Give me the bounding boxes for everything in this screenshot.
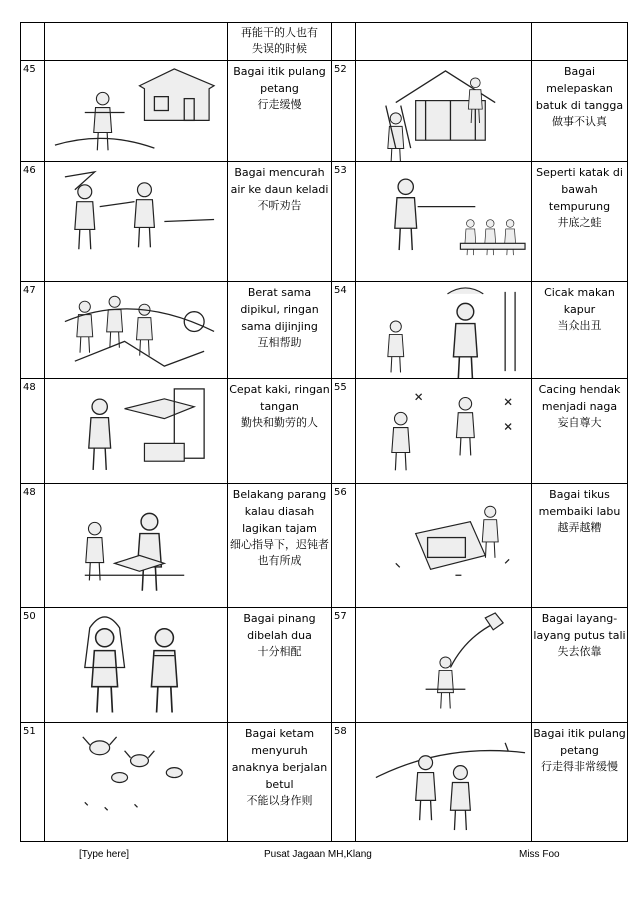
proverb-chinese: 十分相配	[257, 645, 302, 658]
proverb-cell	[228, 379, 332, 484]
item-number: 55	[332, 379, 356, 484]
proverb-malay: Cacing hendak menjadi naga	[538, 383, 621, 413]
proverb-chinese: 不能以身作则	[246, 794, 313, 807]
scolding-scene-image	[45, 162, 227, 281]
proverb-chinese: 细心指导下，迟钝者也有所成	[230, 538, 329, 567]
proverb-cell	[532, 61, 628, 162]
item-number: 57	[332, 608, 356, 723]
crabs-scene-image	[45, 723, 227, 841]
proverb-row	[21, 282, 628, 379]
proverb-cell	[228, 608, 332, 723]
teamwork-scene-image	[45, 282, 227, 378]
item-number: 58	[332, 723, 356, 842]
proverb-cell	[228, 484, 332, 608]
footer-center: Pusat Jagaan MH,Klang	[264, 849, 372, 860]
teacher-class-scene-illustration	[356, 162, 532, 282]
embarrassed-man-scene-illustration	[356, 282, 532, 379]
footer-left: [Type here]	[79, 849, 130, 860]
header-row	[21, 23, 628, 61]
teacher-class-scene-image	[356, 162, 531, 281]
proverb-chinese: 越弄越糟	[557, 521, 602, 534]
item-number: 52	[332, 61, 356, 162]
kite-boy-scene-illustration	[356, 608, 532, 723]
wedding-couple-scene-image	[45, 608, 227, 722]
proverb-malay: Bagai melepaskan batuk di tangga	[535, 65, 624, 112]
proverb-chinese: 做事不认真	[552, 115, 607, 128]
proverb-malay: Bagai pinang dibelah dua	[243, 612, 316, 642]
item-number: 54	[332, 282, 356, 379]
proverb-cell	[532, 608, 628, 723]
item-number: 50	[21, 608, 45, 723]
item-number: 46	[21, 162, 45, 282]
header-text	[228, 23, 332, 61]
proverb-chinese: 不听劝告	[257, 199, 302, 212]
proverb-malay: Bagai ketam menyuruh anaknya berjalan betul	[231, 727, 328, 791]
footer-right: Miss Foo	[519, 849, 560, 860]
proverb-cell	[228, 162, 332, 282]
wedding-couple-scene-illustration	[45, 608, 228, 723]
proverb-malay: Cepat kaki, ringan tangan	[229, 383, 330, 413]
item-number: 51	[21, 723, 45, 842]
proverb-row	[21, 61, 628, 162]
proverb-chinese: 当众出丑	[557, 319, 602, 332]
proverb-cell	[228, 61, 332, 162]
proverb-malay: Bagai mencurah air ke daun keladi	[230, 166, 329, 196]
proverb-cell	[532, 162, 628, 282]
proverb-malay: Belakang parang kalau diasah lagikan tajam	[232, 488, 327, 535]
proverb-malay: Seperti katak di bawah tempurung	[536, 166, 623, 213]
proverb-chinese: 行走缓慢	[257, 98, 302, 111]
proverb-chinese: 行走得非常缓慢	[541, 760, 618, 773]
walking-kids-scene-image	[356, 723, 531, 841]
proverb-cell	[532, 484, 628, 608]
mother-teaching-scene-illustration	[45, 484, 228, 608]
kite-boy-scene-image	[356, 608, 531, 722]
proverb-malay: Berat sama dipikul, ringan sama dijinjing	[240, 286, 319, 333]
proverb-malay: Cicak makan kapur	[544, 286, 615, 316]
helpful-boy-scene-image	[45, 379, 227, 483]
proverb-cell	[532, 379, 628, 484]
broken-tv-scene-image	[356, 484, 531, 607]
proverb-chinese: 失去依靠	[557, 645, 602, 658]
proverb-malay: Bagai itik pulang petang	[233, 65, 326, 95]
proverb-malay: Bagai tikus membaiki labu	[538, 488, 621, 518]
item-number: 47	[21, 282, 45, 379]
broken-tv-scene-illustration	[356, 484, 532, 608]
proverb-row	[21, 484, 628, 608]
mother-teaching-scene-image	[45, 484, 227, 607]
proverb-row	[21, 162, 628, 282]
house-hat-scene-illustration	[45, 61, 228, 162]
item-number: 48	[21, 484, 45, 608]
proverb-table	[20, 22, 628, 842]
crabs-scene-illustration	[45, 723, 228, 842]
proverb-row	[21, 608, 628, 723]
roof-builder-scene-illustration	[356, 61, 532, 162]
roof-builder-scene-image	[356, 61, 531, 161]
proverb-malay: Bagai itik pulang petang	[533, 727, 626, 757]
proverb-malay: Bagai layang-layang putus tali	[533, 612, 626, 642]
proverb-cell	[532, 282, 628, 379]
proverb-chinese: 妄自尊大	[557, 416, 602, 429]
item-number: 45	[21, 61, 45, 162]
house-hat-scene-image	[45, 61, 227, 161]
proverb-cell	[228, 723, 332, 842]
embarrassed-man-scene-image	[356, 282, 531, 378]
header-zh: 再能干的人也有 失误的时候	[241, 26, 318, 55]
item-number: 56	[332, 484, 356, 608]
proverb-cell	[532, 723, 628, 842]
scolding-scene-illustration	[45, 162, 228, 282]
teamwork-scene-illustration	[45, 282, 228, 379]
daydream-boy-scene-image	[356, 379, 531, 483]
helpful-boy-scene-illustration	[45, 379, 228, 484]
item-number: 48	[21, 379, 45, 484]
proverb-row	[21, 723, 628, 842]
item-number: 53	[332, 162, 356, 282]
proverb-chinese: 互相帮助	[257, 336, 302, 349]
proverb-row	[21, 379, 628, 484]
proverb-cell	[228, 282, 332, 379]
proverb-chinese: 勤快和勤劳的人	[241, 416, 318, 429]
walking-kids-scene-illustration	[356, 723, 532, 842]
daydream-boy-scene-illustration	[356, 379, 532, 484]
proverb-chinese: 井底之蛙	[557, 216, 602, 229]
